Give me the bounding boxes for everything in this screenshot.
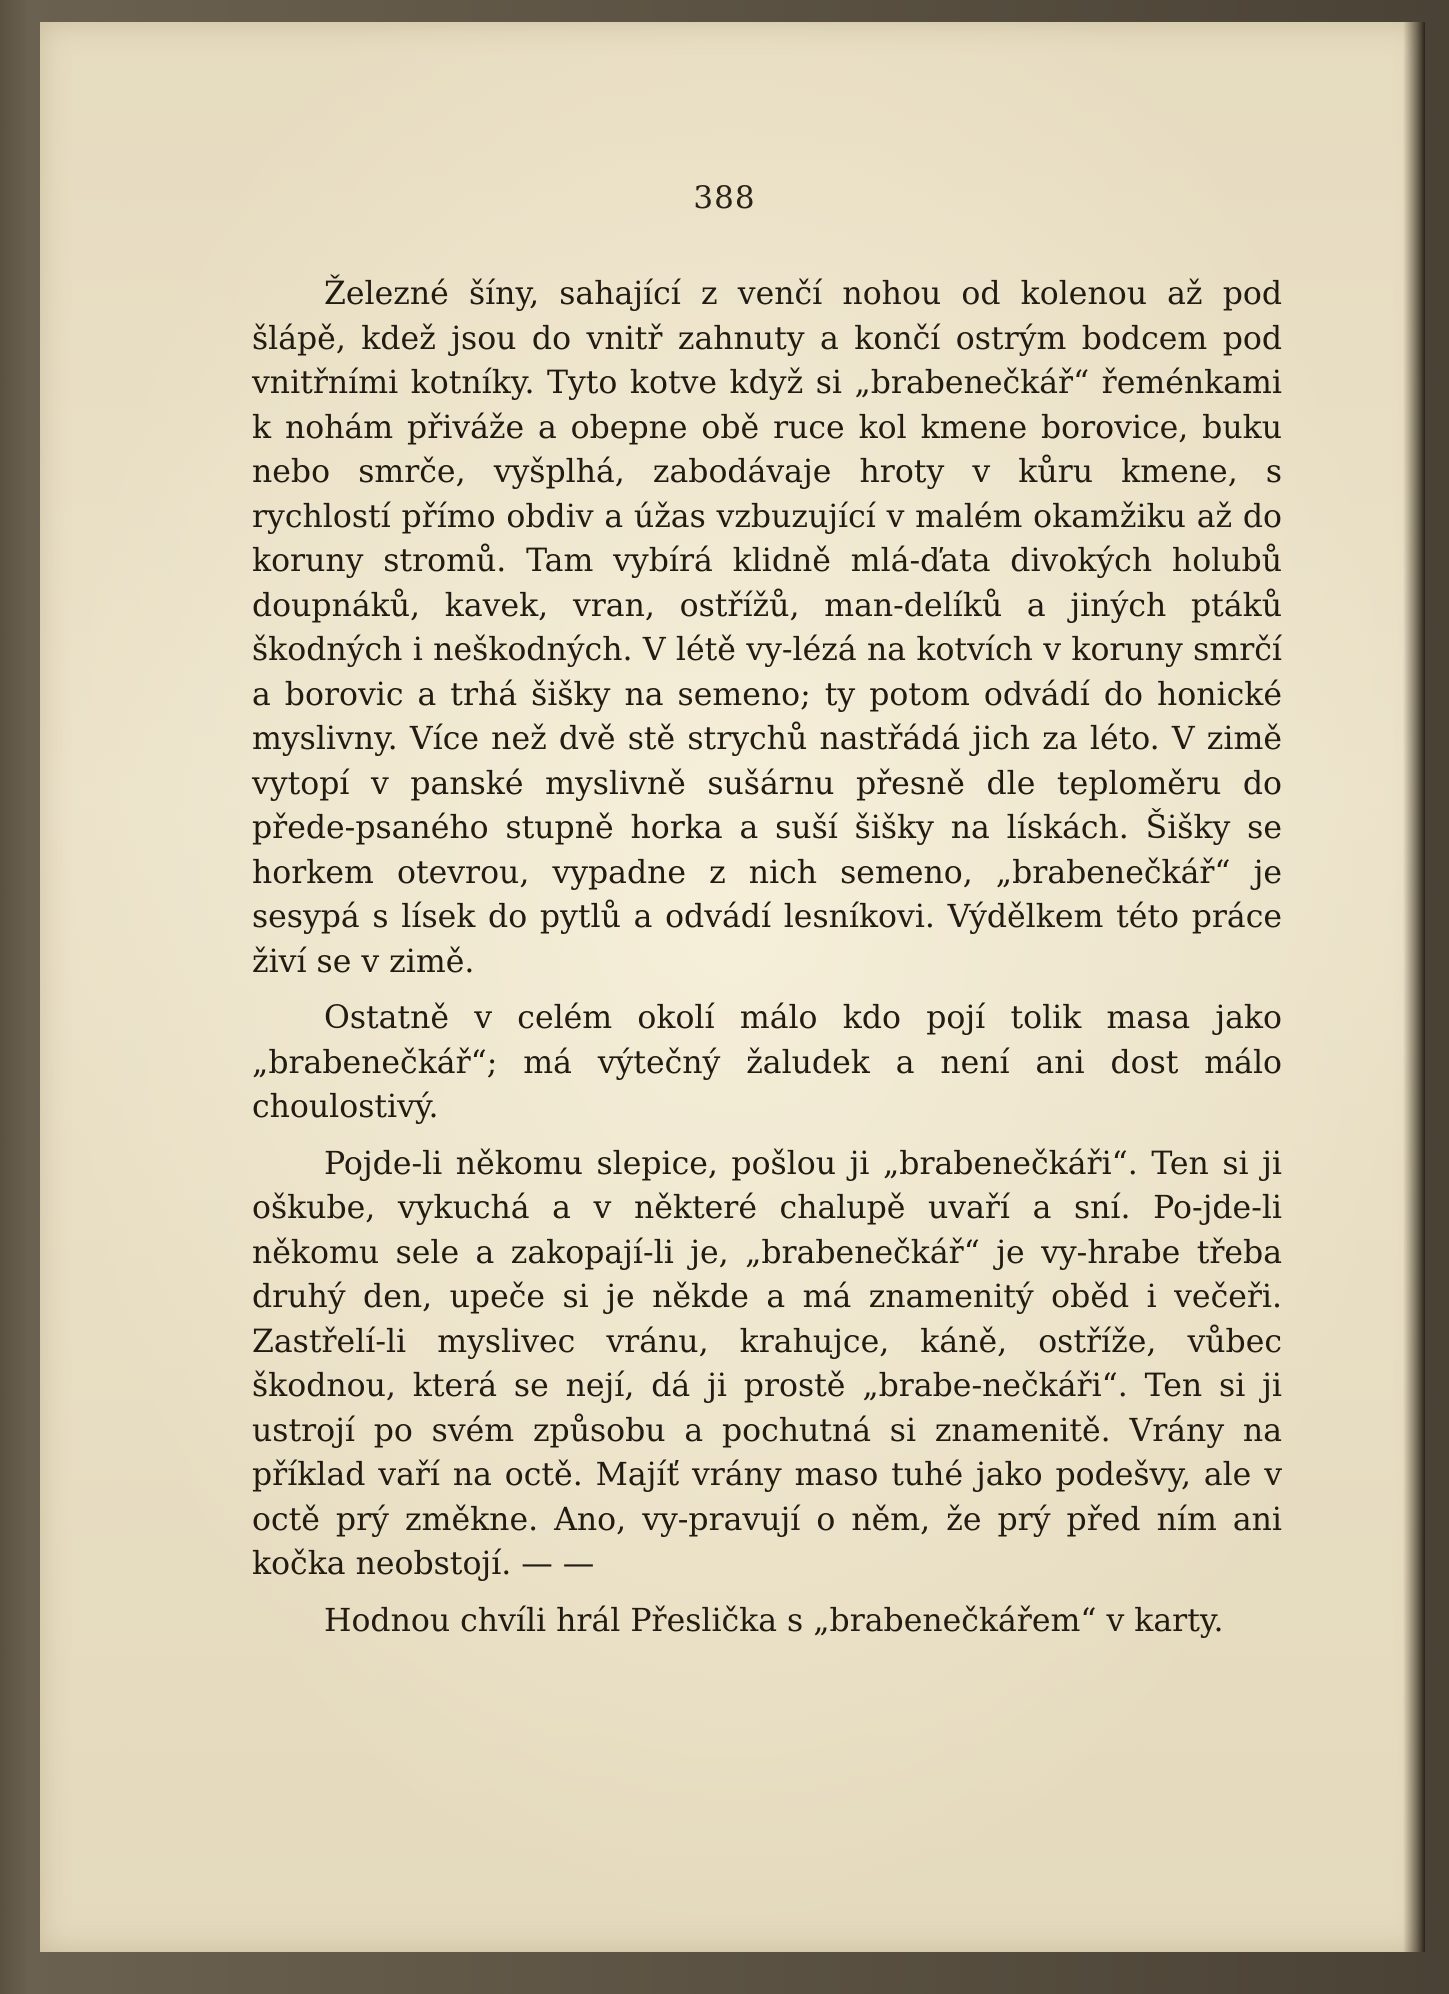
paragraph-3: Pojde-li někomu slepice, pošlou ji „brabenečkáři“. Ten si ji oškube, vykuchá a v některé chalupě uvaří a sní. Po-jde-li někomu sele a zakopají-li je, „brabenečkář“ je vy-hrabe třeba druhý den, upeče si je někde a má znamenitý oběd i večeři. Zastřelí-li myslivec vránu, krahujce, káně, ostříže, vůbec škodnou, která se nejí, dá ji prostě „brabe-nečkáři“. Ten si ji ustrojí po svém způsobu a pochutná si znamenitě. Vrány na příklad vaří na octě. Majíť vrány maso tuhé jako podešvy, ale v octě prý změkne. Ano, vy-pravují o něm, že prý před ním ani kočka neobstojí. — — [252, 1145, 1282, 1582]
page-number: 388 [693, 180, 756, 216]
page-binding-shadow [1403, 22, 1425, 1952]
page-text [252, 272, 1282, 1643]
paragraph-4: Hodnou chvíli hrál Přeslička s „brabenečkářem“ v karty. [324, 1602, 1224, 1639]
paragraph-2: Ostatně v celém okolí málo kdo pojí tolik masa jako „brabenečkář“; má výtečný žaludek a není ani dost málo choulostivý. [252, 1000, 1282, 1125]
paragraph-1: Železné šíny, sahající z venčí nohou od kolenou až pod šlápě, kdež jsou do vnitř zahnuty a končí ostrým bodcem pod vnitřními kotníky. Tyto kotve když si „brabenečkář“ řeménkami k nohám přiváže a obepne obě ruce kol kmene borovice, buku nebo smrče, vyšplhá, zabodávaje hroty v kůru kmene, s rychlostí přímo obdiv a úžas vzbuzující v malém okamžiku až do koruny stromů. Tam vybírá klidně mlá-ďata divokých holubů doupnáků, kavek, vran, ostřížů, man-delíků a jiných ptáků škodných i neškodných. V létě vy-lézá na kotvích v koruny smrčí a borovic a trhá šišky na semeno; ty potom odvádí do honické myslivny. Více než dvě stě strychů nastřádá jich za léto. V zimě vytopí v panské myslivně sušárnu přesně dle teploměru do přede-psaného stupně horka a suší šišky na lískách. Šišky se horkem otevrou, vypadne z nich semeno, „brabenečkář“ je sesypá s lísek do pytlů a odvádí lesníkovi. Výdělkem této práce živí se v zimě. [252, 276, 1282, 980]
